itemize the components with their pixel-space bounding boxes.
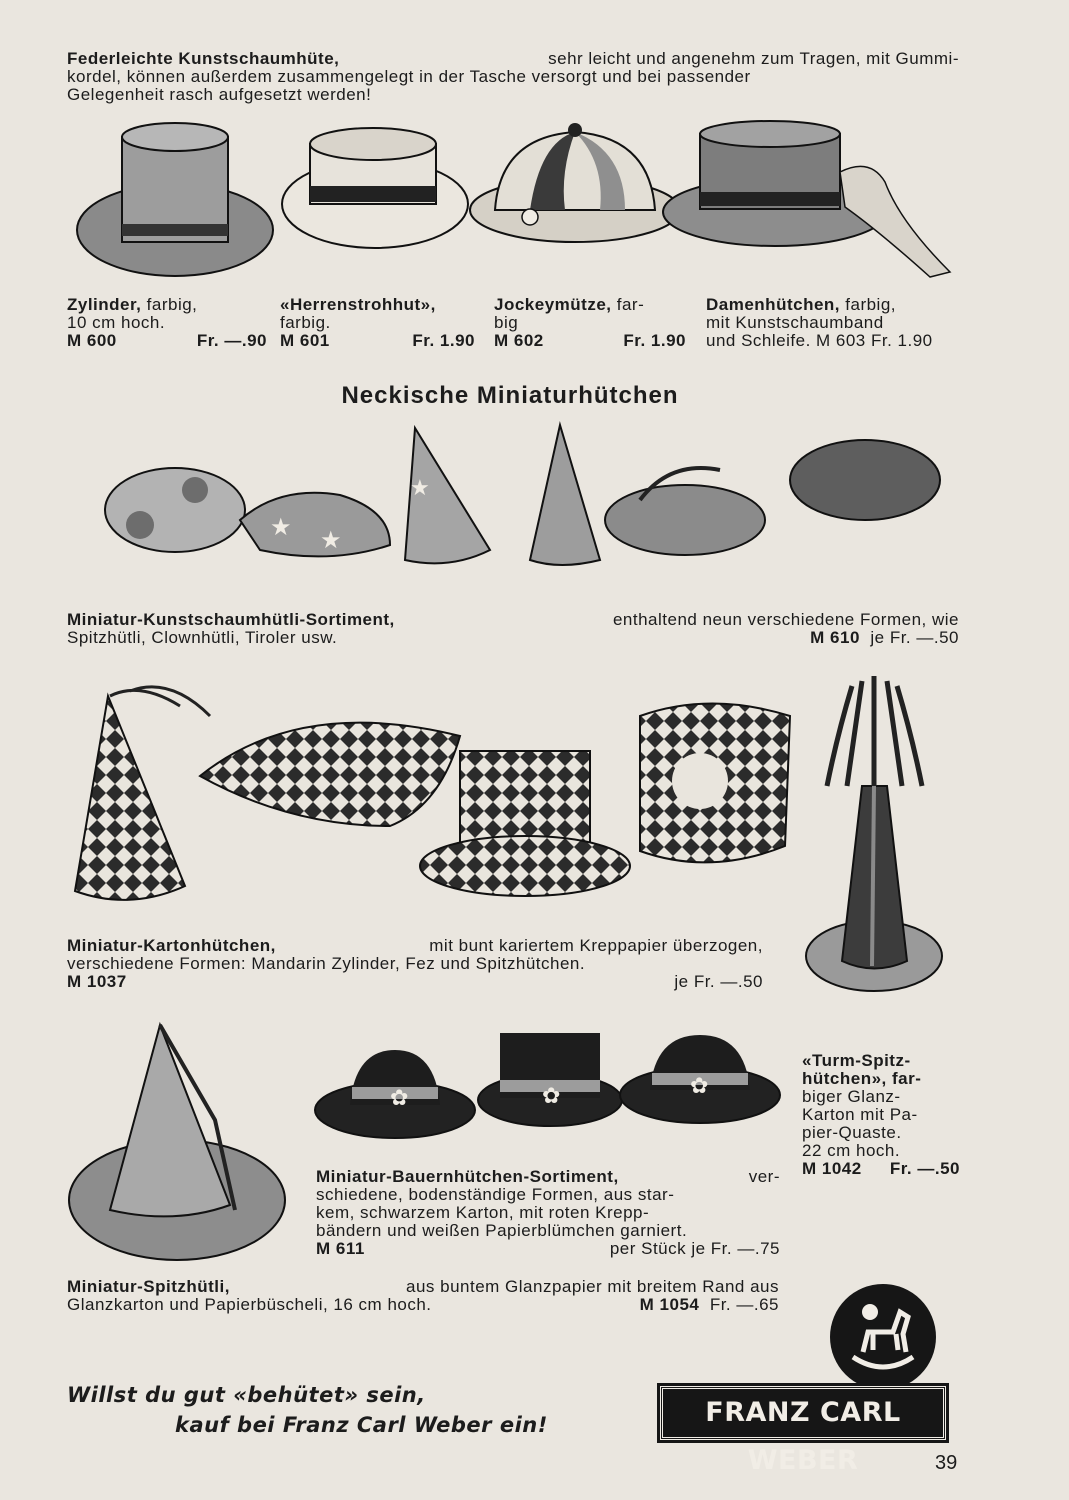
m1054-lead: Miniatur-Spitzhütli, [67, 1277, 230, 1296]
straw-hat-drawing [282, 128, 468, 248]
m1042-line1: «Turm-Spitz- [802, 1051, 911, 1070]
top-hat-drawing [77, 123, 273, 276]
carton-hats-illustration [70, 676, 800, 911]
intro-line-2: kordel, können außerdem zusammengelegt in der Tasche versorgt und bei passender [67, 67, 751, 86]
m603-line3: und Schleife. M 603 Fr. 1.90 [706, 331, 933, 350]
caption-m601 [280, 296, 475, 350]
m1054-code: M 1054 [639, 1295, 700, 1314]
caption-m611 [316, 1168, 780, 1258]
caption-m603 [706, 296, 962, 350]
slogan-line-1: Willst du gut «behütet» sein, [67, 1383, 426, 1407]
svg-text:★: ★ [410, 475, 430, 500]
m603-desc1: farbig, [845, 295, 897, 314]
svg-text:✿: ✿ [690, 1073, 709, 1098]
pointed-hat-illustration [65, 1020, 290, 1270]
m1042-code: M 1042 [802, 1159, 862, 1178]
m602-code: M 602 [494, 331, 544, 350]
m601-price: Fr. 1.90 [412, 331, 475, 350]
m610-price: je Fr. —.50 [870, 628, 959, 647]
m600-code: M 600 [67, 331, 117, 350]
intro-lead: Federleichte Kunstschaumhüte, [67, 49, 340, 68]
page-number: 39 [935, 1452, 958, 1474]
m610-text: enthaltend neun verschiedene Formen, wie [612, 610, 959, 629]
m611-line3: kem, schwarzem Karton, mit roten Krepp- [316, 1203, 650, 1222]
caption-m610 [67, 611, 959, 647]
tower-hat-illustration [802, 676, 947, 1011]
caption-m600 [67, 296, 267, 350]
slogan-line-2: kauf bei Franz Carl Weber ein! [175, 1413, 548, 1437]
m1037-price: je Fr. —.50 [674, 972, 763, 991]
m600-desc2: 10 cm hoch. [67, 313, 166, 332]
m611-price: per Stück je Fr. —.75 [609, 1239, 780, 1258]
caption-m1054 [67, 1278, 779, 1314]
m600-desc1: farbig, [146, 295, 198, 314]
m1042-line5: pier-Quaste. [802, 1123, 902, 1142]
m611-line2: schiedene, bodenständige Formen, aus star- [316, 1185, 675, 1204]
m611-line4: bändern und weißen Papierblümchen garniert. [316, 1221, 688, 1240]
m602-desc2: big [494, 313, 519, 332]
m1054-line2: Glanzkarton und Papierbüscheli, 16 cm hoch. [67, 1295, 432, 1314]
ladies-hat-drawing [663, 121, 950, 277]
brand-logo-text: FRANZ CARL WEBER [660, 1386, 946, 1440]
m603-desc2: mit Kunstschaumband [706, 313, 884, 332]
m601-code: M 601 [280, 331, 330, 350]
svg-text:★: ★ [270, 514, 292, 541]
m1037-lead: Miniatur-Kartonhütchen, [67, 936, 276, 955]
m610-code: M 610 [810, 628, 860, 647]
m610-lead: Miniatur-Kunstschaumhütli-Sortiment, [67, 610, 395, 629]
rocking-horse-logo [828, 1282, 938, 1392]
caption-m1037 [67, 937, 763, 991]
mini-foam-hats-illustration [90, 420, 950, 595]
m602-price: Fr. 1.90 [623, 331, 686, 350]
m611-lead: Miniatur-Bauernhütchen-Sortiment, [316, 1167, 619, 1186]
m1054-text: aus buntem Glanzpapier mit breitem Rand aus [405, 1277, 779, 1296]
intro-line-3: Gelegenheit rasch aufgesetzt werden! [67, 85, 372, 104]
m1037-line2: verschiedene Formen: Mandarin Zylinder, Fez und Spitzhütchen. [67, 954, 586, 973]
m1042-price: Fr. —.50 [889, 1159, 960, 1178]
farmer-hats-illustration [310, 1025, 790, 1155]
caption-m1042 [802, 1052, 960, 1178]
jockey-cap-drawing [470, 123, 680, 242]
m1042-line4: Karton mit Pa- [802, 1105, 918, 1124]
m611-code: M 611 [316, 1239, 365, 1258]
intro-paragraph [67, 50, 959, 104]
section-title: Neckische Miniaturhütchen [341, 382, 679, 409]
svg-text:✿: ✿ [390, 1085, 409, 1110]
m1042-line6: 22 cm hoch. [802, 1141, 901, 1160]
m611-text: ver- [748, 1167, 780, 1186]
m603-name: Damenhütchen, [706, 295, 841, 314]
m601-name: «Herrenstrohhut», [280, 295, 436, 314]
svg-text:✿: ✿ [542, 1083, 561, 1108]
m602-desc1: far- [616, 295, 645, 314]
intro-text: sehr leicht und angenehm zum Tragen, mit Gummi- [548, 49, 959, 68]
intro-line-1 [67, 50, 959, 68]
m1054-price: Fr. —.65 [709, 1295, 779, 1314]
svg-text:★: ★ [320, 527, 342, 554]
caption-m602 [494, 296, 686, 350]
m1042-line2: hütchen», far- [802, 1069, 922, 1088]
m602-name: Jockeymütze, [494, 295, 612, 314]
m1037-code: M 1037 [67, 972, 127, 991]
m601-desc2: farbig. [280, 313, 331, 332]
m600-price: Fr. —.90 [196, 331, 267, 350]
top-hats-illustration [70, 112, 960, 287]
m1042-line3: biger Glanz- [802, 1087, 901, 1106]
m600-name: Zylinder, [67, 295, 142, 314]
m610-line2: Spitzhütli, Clownhütli, Tiroler usw. [67, 628, 338, 647]
m1037-text: mit bunt kariertem Kreppapier überzogen, [429, 936, 763, 955]
